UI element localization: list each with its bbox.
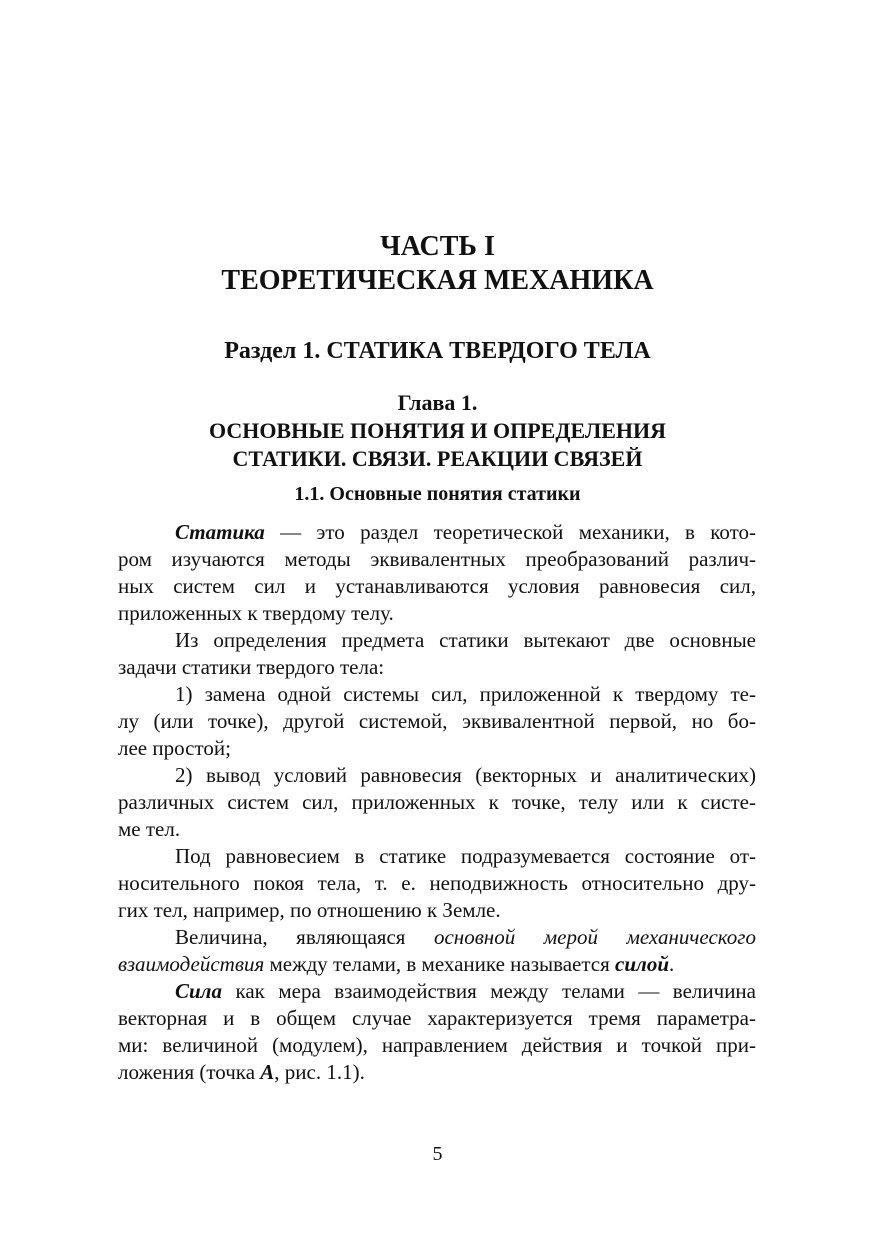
- paragraph-3-line-3: лее простой;: [118, 736, 231, 760]
- paragraph-4-line-3: ме тел.: [118, 817, 181, 841]
- chapter-heading: [0, 389, 875, 473]
- paragraph-7-line-2: векторная и в общем случае характеризуется тремя параметра-: [118, 1006, 756, 1030]
- subsection-heading: 1.1. Основные понятия статики: [294, 483, 581, 505]
- paragraph-7-line-3: ми: величиной (модулем), направлением действия и точкой при-: [118, 1033, 756, 1057]
- paragraph-2-line-1: Из определения предмета статики вытекают две основные: [175, 628, 756, 652]
- paragraph-1-line-2: ром изучаются методы эквивалентных преобразований различ-: [118, 547, 756, 571]
- part-title: ЧАСТЬ I: [380, 231, 495, 262]
- paragraph-7-line-1: Сила как мера взаимодействия между телами — величина: [175, 979, 756, 1003]
- emphasis-basic-measure: основной мерой механического: [433, 925, 756, 949]
- paragraph-1-line-3: ных систем сил и устанавливаются условия равновесия сил,: [118, 574, 756, 598]
- part-subtitle: ТЕОРЕТИЧЕСКАЯ МЕХАНИКА: [221, 265, 654, 296]
- term-sila: Сила: [175, 979, 222, 1003]
- paragraph-6-line-2: взаимодействия между телами, в механике называется силой.: [118, 952, 675, 976]
- paragraph-6-line-1: Величина, являющаяся основной мерой механического: [175, 925, 756, 949]
- paragraph-4-line-1: 2) вывод условий равновесия (векторных и аналитических): [175, 763, 756, 787]
- point-a-label: A: [260, 1060, 275, 1084]
- term-statika: Статика: [175, 520, 265, 544]
- paragraph-7-line-4: ложения (точка A, рис. 1.1).: [118, 1060, 365, 1084]
- section-heading: Раздел 1. СТАТИКА ТВЕРДОГО ТЕЛА: [224, 338, 651, 364]
- paragraph-2-line-2: задачи статики твердого тела:: [118, 655, 385, 679]
- paragraph-3-line-2: лу (или точке), другой системой, эквивалентной первой, но бо-: [118, 709, 756, 733]
- page-number: 5: [432, 1143, 443, 1165]
- chapter-title-line-2: СТАТИКИ. СВЯЗИ. РЕАКЦИИ СВЯЗЕЙ: [232, 446, 643, 471]
- paragraph-3-line-1: 1) замена одной системы сил, приложенной к твердому те-: [175, 682, 756, 706]
- paragraph-5-line-3: гих тел, например, по отношению к Земле.: [118, 898, 501, 922]
- paragraph-4-line-2: различных систем сил, приложенных к точке, телу или к систе-: [118, 790, 756, 814]
- chapter-label: Глава 1.: [397, 390, 478, 415]
- emphasis-interaction: взаимодействия: [118, 952, 265, 976]
- term-siloi: силой: [615, 952, 670, 976]
- chapter-title-line-1: ОСНОВНЫЕ ПОНЯТИЯ И ОПРЕДЕЛЕНИЯ: [208, 418, 667, 443]
- part-heading: [0, 230, 875, 298]
- paragraph-1-line-1: Статика — это раздел теоретической механики, в кото-: [175, 520, 756, 544]
- paragraph-5-line-2: носительного покоя тела, т. е. неподвижность относительно дру-: [118, 871, 756, 895]
- paragraph-5-line-1: Под равновесием в статике подразумевается состояние от-: [175, 844, 756, 868]
- paragraph-1-line-4: приложенных к твердому телу.: [118, 601, 394, 625]
- body-text: [118, 519, 756, 1086]
